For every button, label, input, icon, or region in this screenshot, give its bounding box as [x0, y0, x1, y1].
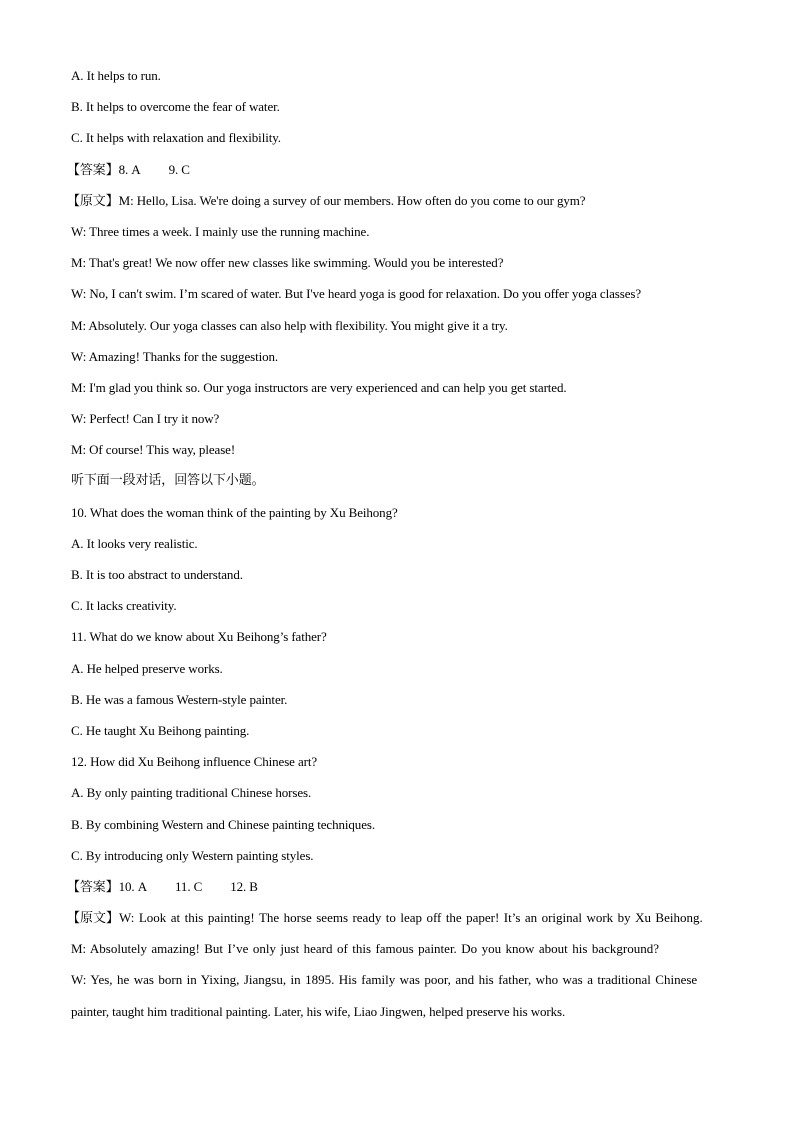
option-b-line: B. By combining Western and Chinese painting techniques.: [71, 816, 375, 832]
option-c-line: C. By introducing only Western painting styles.: [71, 847, 314, 863]
option-b-line: B. He was a famous Western-style painter.: [71, 691, 288, 707]
transcript-text: W: Look at this painting! The horse seems ready to leap off the paper! It’s an original work by Xu Beihong.: [119, 910, 703, 926]
answer-11: 11. C: [175, 878, 203, 894]
dialogue-line: M: That's great! We now offer new classes like swimming. Would you be interested?: [71, 255, 504, 271]
transcript-line: [67, 902, 731, 933]
dialogue-line: W: Perfect! Can I try it now?: [71, 411, 220, 427]
option-a-line: A. He helped preserve works.: [71, 660, 223, 676]
dialogue-line: painter, taught him traditional painting. Later, his wife, Liao Jingwen, helped preserve his works.: [71, 1003, 566, 1019]
option-a-line: A. By only painting traditional Chinese horses.: [71, 785, 312, 801]
answer-12: 12. B: [230, 878, 258, 894]
transcript-line: [67, 185, 731, 216]
option-b-line: B. It helps to overcome the fear of water.: [71, 99, 280, 115]
question-12: 12. How did Xu Beihong influence Chinese art?: [71, 754, 318, 770]
option-c-line: C. It lacks creativity.: [71, 598, 177, 614]
option-c-line: C. He taught Xu Beihong painting.: [71, 722, 250, 738]
transcript-text: M: Hello, Lisa. We're doing a survey of our members. How often do you come to our gym?: [118, 192, 586, 208]
option-c-line: C. It helps with relaxation and flexibility.: [71, 130, 281, 146]
document-page: [67, 60, 731, 1027]
transcript-tag: 【原文】: [67, 193, 119, 209]
answer-8: 8. A: [118, 161, 141, 177]
dialogue-line: M: I'm glad you think so. Our yoga instructors are very experienced and can help you get started.: [71, 379, 567, 395]
question-11: 11. What do we know about Xu Beihong’s father?: [71, 629, 327, 645]
dialogue-line: M: Absolutely amazing! But I’ve only just heard of this famous painter. Do you know about his background?: [71, 941, 659, 957]
dialogue-line: M: Absolutely. Our yoga classes can also help with flexibility. You might give it a try.: [71, 317, 508, 333]
answer-line: [67, 154, 731, 185]
dialogue-line: M: Of course! This way, please!: [71, 442, 236, 458]
answer-10: 10. A: [118, 878, 147, 894]
dialogue-line: W: Three times a week. I mainly use the running machine.: [71, 223, 370, 239]
question-10: 10. What does the woman think of the painting by Xu Beihong?: [71, 504, 398, 520]
dialogue-line: W: Amazing! Thanks for the suggestion.: [71, 348, 279, 364]
option-b-line: B. It is too abstract to understand.: [71, 567, 243, 582]
option-a-line: A. It looks very realistic.: [71, 535, 198, 551]
section-instruction: 听下面一段对话，回答以下小题。: [71, 473, 265, 489]
dialogue-line: W: No, I can't swim. I’m scared of water. But I've heard yoga is good for relaxation. Do you offer yoga classes?: [71, 286, 641, 302]
answer-line: [67, 871, 731, 902]
transcript-tag: 【原文】: [67, 911, 120, 927]
answer-tag: 【答案】: [67, 879, 119, 895]
answer-tag: 【答案】: [67, 162, 119, 178]
answer-9: 9. C: [168, 161, 190, 177]
dialogue-line: W: Yes, he was born in Yixing, Jiangsu, in 1895. His family was poor, and his father, who was a traditional Chinese: [71, 972, 698, 988]
option-a-line: A. It helps to run.: [71, 68, 161, 83]
